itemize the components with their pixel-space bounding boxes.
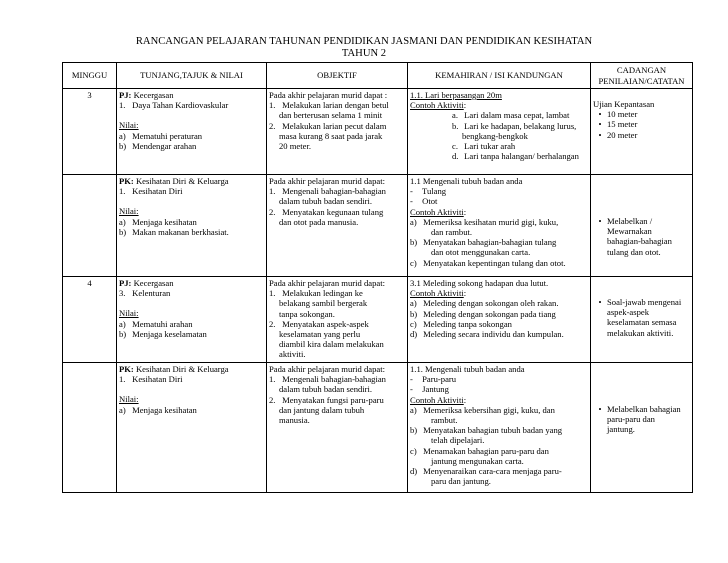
activity-item-text: Meleding dengan sokongan pada tiang: [423, 308, 556, 319]
nilai-item-marker: b): [119, 226, 127, 237]
tunjang-item-text: Kesihatan Diri: [132, 186, 183, 197]
activity-item-text: Menamakan bahagian paru-paru dan: [423, 445, 549, 456]
activity-item-text: Menyatakan bahagian tubuh badan yang: [423, 425, 563, 436]
catatan-cell: [591, 277, 693, 363]
objektif-intro: Pada akhir pelajaran murid dapat:: [269, 278, 385, 288]
tunjang-cell: [117, 277, 267, 363]
activity-item-text: jantung mengunakan carta.: [431, 455, 524, 466]
objektif-item-text: Menyatakan kegunaan tulang: [282, 206, 384, 217]
objektif-item-number: 1.: [269, 100, 276, 111]
objektif-intro: Pada akhir pelajaran murid dapat:: [269, 364, 385, 374]
contoh-aktiviti-label: Contoh Aktiviti: [410, 394, 464, 405]
objektif-item-text: Melakukan ledingan ke: [282, 288, 363, 299]
catatan-item: aspek-aspek: [607, 307, 649, 318]
dash-item-text: Otot: [422, 196, 438, 207]
activity-item-text: Lari tanpa halangan/ berhalangan: [464, 151, 579, 162]
week-cell: 4: [63, 277, 117, 363]
activity-item-marker: b): [410, 425, 418, 436]
activity-item-marker: d.: [452, 151, 459, 162]
activity-item-marker: c): [410, 318, 417, 329]
table-row: [63, 175, 693, 277]
nilai-item-marker: b): [119, 140, 127, 151]
objektif-item-number: 2.: [269, 206, 276, 217]
activity-item-marker: b.: [452, 120, 459, 131]
nilai-item-text: Mematuhi arahan: [132, 318, 193, 329]
table-row: [63, 363, 693, 493]
activity-item-text: Memeriksa kesihatan murid gigi, kuku,: [423, 216, 559, 227]
contoh-aktiviti-label: Contoh Aktiviti: [410, 288, 464, 299]
nilai-item-text: Makan makanan berkhasiat.: [132, 226, 229, 237]
document-title-line1: RANCANGAN PELAJARAN TAHUNAN PENDIDIKAN JASMANI DAN PENDIDIKAN KESIHATAN: [135, 36, 593, 47]
objektif-item-text: dalam tubuh badan sendiri.: [279, 196, 373, 207]
catatan-item: jantung.: [607, 424, 635, 435]
objektif-item-text: tanpa sokongan.: [279, 308, 335, 319]
tunjang-head-label: PK:: [119, 176, 134, 186]
tunjang-head-label: PK:: [119, 364, 134, 374]
dash-item-text: Paru-paru: [422, 374, 457, 385]
activity-item-text: Lari ke hadapan, belakang lurus,: [464, 120, 577, 131]
kemahiran-cell: [408, 175, 591, 277]
objektif-item-text: aktiviti.: [279, 349, 306, 360]
tunjang-cell: [117, 175, 267, 277]
activity-item-text: Meleding tanpa sokongan: [423, 318, 512, 329]
nilai-item-text: Mematuhi peraturan: [132, 130, 203, 141]
activity-item-marker: c.: [452, 141, 458, 152]
nilai-item-marker: a): [119, 130, 126, 141]
objektif-item-text: Mengenali bahagian-bahagian: [282, 374, 386, 385]
objektif-item-number: 1.: [269, 186, 276, 197]
dash-marker: -: [410, 384, 413, 395]
objektif-item-number: 1.: [269, 288, 276, 299]
objektif-item-text: diambil kira dalam melakukan: [279, 339, 384, 350]
activity-item-text: Lari tukar arah: [464, 141, 516, 152]
activity-item-marker: d): [410, 466, 418, 477]
objektif-item-number: 2.: [269, 394, 276, 405]
catatan-item: keselamatan semasa: [607, 317, 677, 328]
contoh-aktiviti-colon: :: [463, 100, 467, 111]
contoh-aktiviti-colon: :: [463, 206, 467, 217]
activity-item-text: Menyatakan kepentingan tulang dan otot.: [423, 257, 566, 268]
tunjang-item-number: 1.: [119, 374, 126, 385]
tunjang-cell: [117, 363, 267, 493]
tunjang-item-number: 1.: [119, 186, 126, 197]
catatan-cell: [591, 89, 693, 175]
activity-item-marker: a): [410, 404, 417, 415]
contoh-aktiviti-colon: :: [463, 394, 467, 405]
table-row: [63, 89, 693, 175]
contoh-aktiviti-label: Contoh Aktiviti: [410, 100, 464, 111]
objektif-intro: Pada akhir pelajaran murid dapat:: [269, 176, 385, 186]
bullet-icon: •: [598, 404, 602, 414]
objektif-item-text: dan berterusan selama 1 minit: [279, 110, 383, 121]
nilai-label: Nilai:: [119, 308, 139, 319]
objektif-cell: [267, 363, 408, 493]
kemahiran-skill-line: 1.1 Mengenali tubuh badan anda: [410, 176, 523, 186]
header-cadangan: [591, 63, 693, 89]
nilai-item-marker: a): [119, 404, 126, 415]
objektif-item-text: keselamatan yang perlu: [279, 329, 361, 340]
dash-item-text: Tulang: [422, 186, 447, 197]
tunjang-head-text: Kesihatan Diri & Keluarga: [133, 176, 229, 186]
objektif-item-text: Melakukan larian pecut dalam: [282, 120, 387, 131]
nilai-item-text: Mendengar arahan: [132, 140, 197, 151]
activity-item-marker: c): [410, 445, 417, 456]
activity-item-marker: a): [410, 216, 417, 227]
tunjang-item-number: 1.: [119, 100, 126, 111]
kemahiran-skill-line: 3.1 Meleding sokong hadapan dua lutut.: [410, 278, 549, 288]
nilai-item-text: Menjaga kesihatan: [132, 404, 197, 415]
document-title-line2: TAHUN 2: [341, 48, 387, 59]
table-header-row: [63, 63, 693, 89]
objektif-item-text: dan otot pada manusia.: [279, 216, 359, 227]
dash-marker: -: [410, 374, 413, 385]
header-cadangan-line2: PENILAIAN/CATATAN: [598, 75, 685, 86]
catatan-cell: [591, 175, 693, 277]
objektif-item-number: 2.: [269, 318, 276, 329]
kemahiran-cell: [408, 363, 591, 493]
activity-item-marker: d): [410, 329, 418, 340]
kemahiran-cell: [408, 89, 591, 175]
tunjang-head-label: PJ:: [119, 278, 132, 288]
contoh-aktiviti-colon: :: [463, 288, 467, 299]
tunjang-cell: [117, 89, 267, 175]
objektif-intro: Pada akhir pelajaran murid dapat :: [269, 90, 388, 100]
activity-item-text: Meleding dengan sokongan oleh rakan.: [423, 298, 559, 309]
activity-item-marker: a.: [452, 110, 458, 121]
objektif-item-text: dan jantung dalam tubuh: [279, 404, 365, 415]
nilai-label: Nilai:: [119, 120, 139, 131]
header-cadangan-line1: CADANGAN: [616, 65, 667, 76]
objektif-item-text: dalam tubuh badan sendiri.: [279, 384, 373, 395]
catatan-item: Mewarnakan: [607, 226, 652, 237]
activity-item-text: Meleding secara individu dan kumpulan.: [423, 329, 564, 340]
bullet-icon: •: [598, 216, 602, 226]
contoh-aktiviti-label: Contoh Aktiviti: [410, 206, 464, 217]
objektif-item-text: masa kurang 8 saat pada jarak: [279, 130, 383, 141]
objektif-item-text: manusia.: [279, 415, 310, 426]
week-cell: 3: [63, 89, 117, 175]
tunjang-head-text: Kesihatan Diri & Keluarga: [133, 364, 229, 374]
tunjang-head-label: PJ:: [119, 90, 132, 100]
objektif-cell: [267, 89, 408, 175]
dash-item-text: Jantung: [422, 384, 449, 395]
objektif-item-text: Mengenali bahagian-bahagian: [282, 186, 386, 197]
objektif-item-text: belakang sambil bergerak: [279, 298, 368, 309]
objektif-cell: [267, 277, 408, 363]
activity-item-marker: c): [410, 257, 417, 268]
header-objektif: OBJEKTIF: [267, 63, 408, 89]
nilai-label: Nilai:: [119, 206, 139, 217]
activity-item-text: Menyatakan bahagian-bahagian tulang: [423, 237, 557, 248]
lesson-plan-table: [62, 62, 693, 493]
activity-item-text: rambut.: [431, 415, 458, 426]
objektif-item-text: Menyatakan aspek-aspek: [282, 318, 369, 329]
nilai-item-marker: b): [119, 328, 127, 339]
objektif-item-text: 20 meter.: [279, 141, 311, 152]
tunjang-head-text: Kecergasan: [131, 90, 174, 100]
catatan-cell: [591, 363, 693, 493]
catatan-item: 15 meter: [607, 119, 638, 130]
nilai-item-marker: a): [119, 216, 126, 227]
bullet-icon: •: [598, 129, 602, 140]
dash-marker: -: [410, 196, 413, 207]
objektif-cell: [267, 175, 408, 277]
activity-item-text: telah dipelajari.: [431, 435, 485, 446]
nilai-item-text: Menjaga kesihatan: [132, 216, 197, 227]
nilai-label: Nilai:: [119, 394, 139, 405]
catatan-item: Soal-jawab mengenai: [607, 297, 682, 307]
catatan-item: 20 meter: [607, 129, 638, 140]
catatan-item: bahagian-bahagian: [607, 236, 672, 247]
activity-item-marker: a): [410, 298, 417, 309]
week-cell: [63, 363, 117, 493]
kemahiran-skill-line: 1.1. Lari berpasangan 20m: [410, 90, 502, 100]
activity-item-text: paru dan jantung.: [431, 476, 491, 487]
catatan-item: 10 meter: [607, 109, 638, 120]
week-cell: [63, 175, 117, 277]
objektif-item-number: 2.: [269, 120, 276, 131]
activity-item-text: dan otot menggunakan carta.: [431, 247, 531, 258]
catatan-item: tulang dan otot.: [607, 246, 661, 257]
catatan-heading: Ujian Kepantasan: [593, 99, 655, 109]
activity-item-text: dan rambut.: [431, 227, 473, 238]
bullet-icon: •: [598, 109, 602, 120]
table-row: [63, 277, 693, 363]
tunjang-item-number: 3.: [119, 288, 126, 299]
nilai-item-marker: a): [119, 318, 126, 329]
objektif-item-text: Melakukan larian dengan betul: [282, 100, 389, 111]
nilai-item-text: Menjaga keselamatan: [132, 328, 207, 339]
dash-marker: -: [410, 186, 413, 197]
activity-item-text: Menyenaraikan cara-cara menjaga paru-: [423, 466, 562, 477]
kemahiran-cell: [408, 277, 591, 363]
objektif-item-number: 1.: [269, 374, 276, 385]
activity-item-text: Memeriksa kebersihan gigi, kuku, dan: [423, 404, 555, 415]
catatan-item: paru-paru dan: [607, 414, 655, 425]
activity-item-marker: b): [410, 237, 418, 248]
catatan-item: Melabelkan bahagian: [607, 404, 681, 414]
activity-item-text: Lari dalam masa cepat, lambat: [464, 110, 570, 121]
header-tunjang: TUNJANG,TAJUK & NILAI: [117, 63, 267, 89]
catatan-item: Melabelkan /: [607, 216, 653, 226]
kemahiran-skill-line: 1.1. Mengenali tubuh badan anda: [410, 364, 525, 374]
objektif-item-text: Menyatakan fungsi paru-paru: [282, 394, 384, 405]
activity-item-marker: b): [410, 308, 418, 319]
tunjang-head-text: Kecergasan: [131, 278, 174, 288]
header-minggu: MINGGU: [63, 63, 117, 89]
tunjang-item-text: Kesihatan Diri: [132, 374, 183, 385]
bullet-icon: •: [598, 119, 602, 130]
bullet-icon: •: [598, 297, 602, 307]
tunjang-item-text: Kelenturan: [132, 288, 171, 299]
activity-item-text: bengkang-bengkok: [462, 130, 528, 141]
catatan-item: melakukan aktiviti.: [607, 327, 674, 338]
tunjang-item-text: Daya Tahan Kardiovaskular: [132, 100, 229, 111]
header-kemahiran: KEMAHIRAN / ISI KANDUNGAN: [408, 63, 591, 89]
